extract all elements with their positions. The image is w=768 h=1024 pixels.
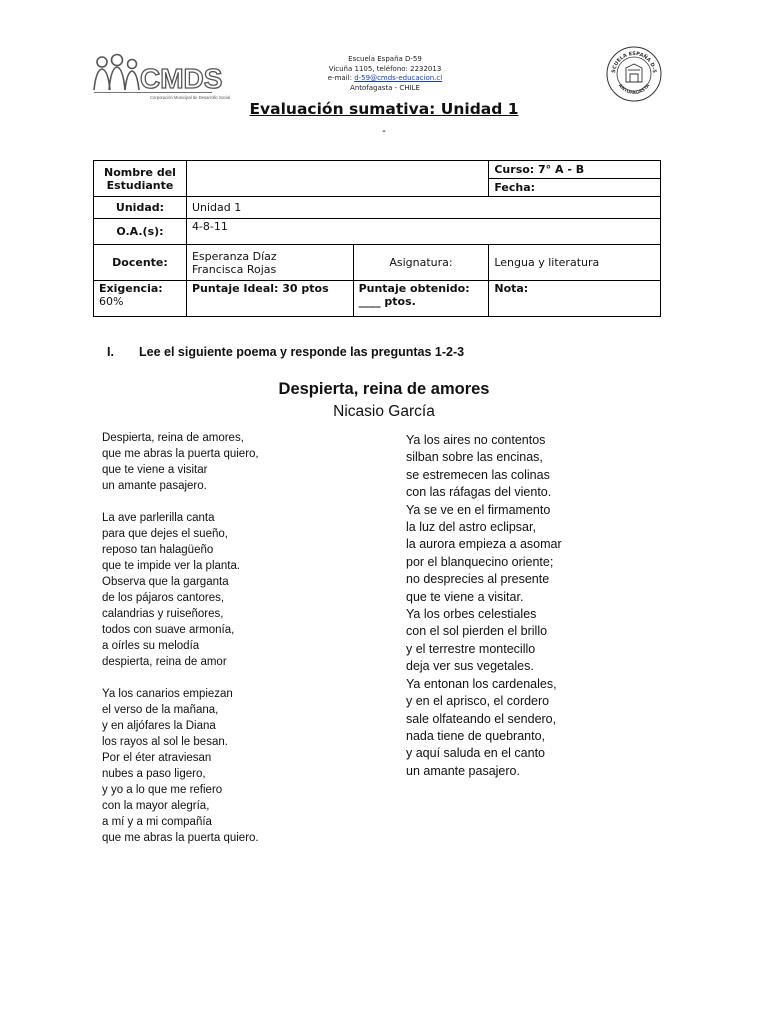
poem-line: nada tiene de quebranto, (406, 728, 546, 743)
nombre-field[interactable] (186, 161, 488, 197)
poem-line: que te viene a visitar (102, 464, 208, 476)
unidad-label: Unidad: (94, 197, 187, 219)
school-address: Vicuña 1105, teléfono: 2232013 (328, 64, 442, 73)
poem-line: para que dejes el sueño, (102, 528, 228, 540)
poem-line: por el blanquecino oriente; (406, 554, 554, 569)
student-info-table (93, 160, 661, 317)
poem-line: Ya los orbes celestiales (406, 607, 537, 622)
email-link[interactable]: d-59@cmds-educacion.cl (354, 74, 443, 82)
poem-line: que me abras la puerta quiero, (102, 448, 259, 460)
poem-line: Despierta, reina de amores, (102, 432, 244, 444)
poem-line: de los pájaros cantores, (102, 592, 225, 604)
asignatura-value: Lengua y literatura (489, 245, 661, 281)
poem-right-column (406, 432, 646, 780)
cmds-logo-subtext: Corporación Municipal de Desarrollo Social (150, 95, 231, 100)
section-heading (107, 345, 464, 359)
poem-line: el verso de la mañana, (102, 704, 219, 716)
poem-line: con el sol pierden el brillo (406, 624, 548, 639)
poem-line: a mí y a mi compañía (102, 816, 212, 828)
poem-line: nubes a paso ligero, (102, 768, 206, 780)
curso-label: Curso: 7° A - B (489, 161, 661, 179)
poem-line: y en el aprisco, el cordero (406, 694, 550, 709)
poem-line: La ave parlerilla canta (102, 512, 215, 524)
svg-text:ANTOFAGASTA (617, 82, 652, 96)
asignatura-label: Asignatura: (353, 245, 489, 281)
poem-line: Por el éter atraviesan (102, 752, 212, 764)
nota-field[interactable]: Nota: (489, 281, 661, 317)
school-email-line (300, 74, 470, 84)
poem-line: se estremecen las colinas (406, 467, 550, 482)
exigencia-cell (94, 281, 187, 317)
poem-line: con las ráfagas del viento. (406, 485, 552, 500)
oa-label: O.A.(s): (94, 219, 187, 245)
poem-line: los rayos al sol le besan. (102, 736, 228, 748)
puntaje-obtenido-label: Puntaje obtenido: (358, 282, 470, 295)
docente-names (186, 245, 353, 281)
poem-line: Ya entonan los cardenales, (406, 676, 557, 691)
poem-author: Nicasio García (333, 403, 435, 420)
poem-line: Ya los canarios empiezan (102, 688, 233, 700)
poem-line: no desprecies al presente (406, 572, 550, 587)
fecha-field[interactable]: Fecha: (489, 179, 661, 197)
school-city: Antofagasta - CHILE (350, 83, 420, 92)
poem-line: calandrias y ruiseñores, (102, 608, 224, 620)
poem-line: la luz del astro eclipsar, (406, 520, 536, 535)
poem-stanza (102, 686, 362, 846)
poem-stanza (102, 430, 362, 494)
poem-line: y aquí saluda en el canto (406, 746, 545, 761)
poem-line: Observa que la garganta (102, 576, 229, 588)
poem-stanza (102, 510, 362, 670)
poem-line: silban sobre las encinas, (406, 450, 543, 465)
puntaje-ideal: Puntaje Ideal: 30 ptos (186, 281, 353, 317)
school-seal (606, 46, 662, 102)
poem-line: sale olfateando el sendero, (406, 711, 557, 726)
poem-line: a oírles su melodía (102, 640, 200, 652)
poem-line: que me abras la puerta quiero. (102, 832, 259, 844)
unidad-value: Unidad 1 (186, 197, 660, 219)
school-name: Escuela España D-59 (348, 55, 422, 63)
puntaje-obtenido-field[interactable]: ____ ptos. (358, 295, 416, 308)
puntaje-obtenido-cell (353, 281, 489, 317)
seal-bottom-text: ANTOFAGASTA (616, 83, 652, 97)
section-instruction: Lee el siguiente poema y responde las preguntas 1-2-3 (139, 345, 465, 359)
poem-line: con la mayor alegría, (102, 800, 210, 812)
docente-label: Docente: (94, 245, 187, 281)
poem-line: un amante pasajero. (406, 763, 520, 778)
poem-line: despierta, reina de amor (102, 656, 227, 668)
poem-line: y en aljófares la Diana (102, 720, 216, 732)
poem-line: Ya se ve en el firmamento (406, 502, 551, 517)
nombre-label: Nombre del Estudiante (94, 161, 187, 197)
exigencia-value: 60% (99, 295, 124, 308)
exigencia-label: Exigencia: (99, 282, 163, 295)
cmds-logo (90, 52, 231, 102)
poem-left-column (102, 430, 362, 862)
poem-title: Despierta, reina de amores (278, 380, 490, 398)
docente-name: Francisca Rojas (191, 262, 277, 276)
poem-line: todos con suave armonía, (102, 624, 235, 636)
docente-name: Esperanza Díaz (191, 249, 277, 263)
page-title: Evaluación sumativa: Unidad 1 (249, 100, 519, 118)
oa-value: 4-8-11 (186, 219, 660, 245)
poem-line: un amante pasajero. (102, 480, 207, 492)
poem-line: que te impide ver la planta. (102, 560, 241, 572)
poem-line: deja ver sus vegetales. (406, 659, 534, 674)
poem-line: y el terrestre montecillo (406, 641, 536, 656)
school-info (300, 55, 470, 93)
poem-line: la aurora empieza a asomar (406, 537, 562, 552)
title-dash: - (382, 125, 386, 137)
cmds-logo-text: CMDS (140, 63, 223, 94)
seal-top-text: SCUELA ESPAÑA D-5 (610, 50, 658, 74)
poem-line: reposo tan halagüeño (102, 544, 214, 556)
section-number: I. (107, 345, 114, 359)
poem-line: que te viene a visitar. (406, 589, 524, 604)
poem-line: y yo a lo que me refiero (102, 784, 223, 796)
email-label: e-mail: (327, 74, 355, 82)
poem-line: Ya los aires no contentos (406, 433, 546, 447)
